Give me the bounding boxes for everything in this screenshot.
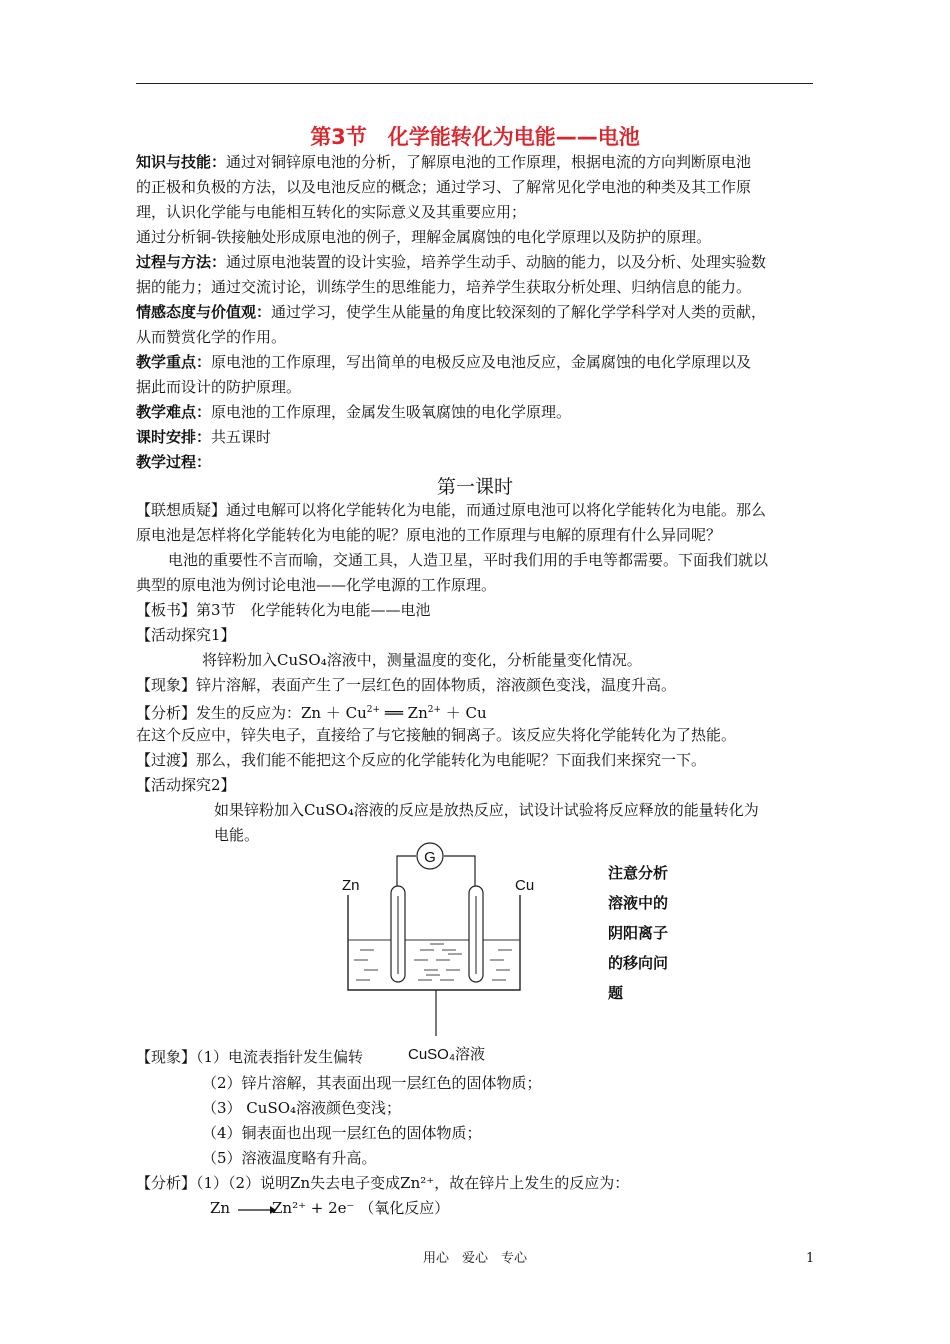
schedule-label: 课时安排： [136, 428, 212, 446]
activity-1-heading: 【活动探究1】 [136, 626, 236, 644]
activity-2-text-2: 电能。 [214, 826, 260, 844]
galvanic-cell-diagram [330, 840, 570, 1072]
body-line-4: 典型的原电池为例讨论电池——化学电源的工作原理。 [136, 576, 497, 594]
analysis-label: 【分析】 [136, 1174, 197, 1192]
beaker [348, 895, 520, 990]
solution-label: CuSO₄溶液 [408, 1046, 485, 1063]
process-text: 通过原电池装置的设计实验，培养学生动手、动脑的能力，以及分析、处理实验数 [226, 253, 767, 271]
phenomena-item-4: （4）铜表面也出现一层红色的固体物质； [202, 1124, 482, 1142]
right-wire [444, 856, 475, 888]
reaction-arrow-icon [236, 1200, 276, 1216]
attitude-line-2: 从而赞赏化学的作用。 [136, 328, 287, 346]
body-line-10: 在这个反应中，锌失电子，直接给了与它接触的铜离子。该反应失将化学能转化为了热能。 [136, 726, 737, 744]
transition-line: 【过渡】那么，我们能不能把这个反应的化学能转化为电能呢？下面我们来探究一下。 [136, 751, 707, 769]
attitude-text: 通过学习，使学生从能量的角度比较深刻的了解化学学科学对人类的贡献， [271, 303, 767, 321]
header-rule [136, 83, 813, 84]
knowledge-line-2: 的正极和负极的方法，以及电池反应的概念；通过学习、了解常见化学电池的种类及其工作原 [136, 178, 752, 196]
knowledge-text: 通过对铜锌原电池的分析，了解原电池的工作原理，根据电流的方向判断原电池 [226, 153, 752, 171]
schedule-line [136, 425, 271, 449]
phenomena-item-1: （1）电流表指针发生偏转 [196, 1048, 364, 1066]
reaction-equation: 【分析】发生的反应为：$Zn + Cu^{2+}$ ══ $Zn^{2+} + Cu$ [136, 704, 487, 722]
half-reaction-left: Zn [210, 1199, 231, 1217]
knowledge-line-4: 通过分析铜-铁接触处形成原电池的例子，理解金属腐蚀的电化学原理以及防护的原理。 [136, 228, 712, 246]
focus-line-1 [136, 350, 751, 374]
analysis-line-1 [136, 1171, 629, 1195]
process-line-1 [136, 250, 766, 274]
page-number: 1 [806, 1251, 815, 1266]
left-wire [397, 856, 416, 888]
activity-2-text-1: 如果锌粉加入CuSO₄溶液的反应是放热反应，试设计试验将反应释放的能量转化为 [214, 801, 759, 819]
difficulty-label: 教学难点： [136, 403, 212, 421]
difficulty-text: 原电池的工作原理，金属发生吸氧腐蚀的电化学原理。 [211, 403, 572, 421]
activity-2-heading: 【活动探究2】 [136, 776, 236, 794]
attitude-label: 情感态度与价值观： [136, 303, 272, 321]
phenomena-item-3: （3） CuSO₄溶液颜色变浅； [202, 1099, 402, 1117]
body-line-1: 【联想质疑】通过电解可以将化学能转化为电能，而通过原电池可以将化学能转化为电能。那么 [136, 501, 767, 519]
footer-motto: 用心 爱心 专心 [422, 1251, 527, 1266]
phenomenon-1: 【现象】锌片溶解，表面产生了一层红色的固体物质，溶液颜色变浅，温度升高。 [136, 676, 677, 694]
galvanometer-label: G [424, 849, 436, 866]
process-line-2: 据的能力；通过交流讨论，训练学生的思维能力，培养学生获取分析处理、归纳信息的能力。 [136, 278, 752, 296]
phenomena-label: 【现象】 [136, 1048, 197, 1066]
board-note: 【板书】第3节 化学能转化为电能——电池 [136, 601, 431, 619]
phenomena-item-5: （5）溶液温度略有升高。 [202, 1149, 377, 1167]
activity-1-text: 将锌粉加入CuSO₄溶液中，测量温度的变化，分析能量变化情况。 [202, 651, 642, 669]
phenomena-item-2: （2）锌片溶解，其表面出现一层红色的固体物质； [202, 1074, 542, 1092]
focus-label: 教学重点： [136, 353, 212, 371]
lesson-title: 第一课时 [436, 476, 513, 498]
zinc-label: Zn [342, 877, 360, 894]
focus-line-2: 据此而设计的防护原理。 [136, 378, 302, 396]
knowledge-label: 知识与技能： [136, 153, 227, 171]
process-label: 过程与方法： [136, 253, 227, 271]
knowledge-line-3: 理，认识化学能与电能相互转化的实际意义及其重要应用； [136, 203, 527, 221]
process-heading: 教学过程： [136, 453, 212, 471]
knowledge-line-1 [136, 150, 751, 174]
phenomena-line-1 [136, 1045, 363, 1069]
attitude-line-1 [136, 300, 766, 324]
half-reaction-right: Zn²⁺ + 2e⁻ （氧化反应） [272, 1199, 450, 1217]
body-line-2: 原电池是怎样将化学能转化为电能的呢？原电池的工作原理与电解的原理有什么异同呢？ [136, 526, 722, 544]
page-title: 第3节 化学能转化为电能——电池 [310, 125, 640, 149]
analysis-text: （1）（2）说明Zn失去电子变成Zn²⁺，故在锌片上发生的反应为： [196, 1174, 630, 1192]
body-line-3: 电池的重要性不言而喻，交通工具，人造卫星，平时我们用的手电等都需要。下面我们就以 [168, 551, 769, 569]
diagram-note: 注意分析 溶液中的 阴阳离子 的移向问 题 [608, 864, 669, 1002]
copper-label: Cu [515, 877, 535, 894]
schedule-text: 共五课时 [211, 428, 272, 446]
focus-text: 原电池的工作原理，写出简单的电极反应及电池反应，金属腐蚀的电化学原理以及 [211, 353, 752, 371]
difficulty-line [136, 400, 571, 424]
